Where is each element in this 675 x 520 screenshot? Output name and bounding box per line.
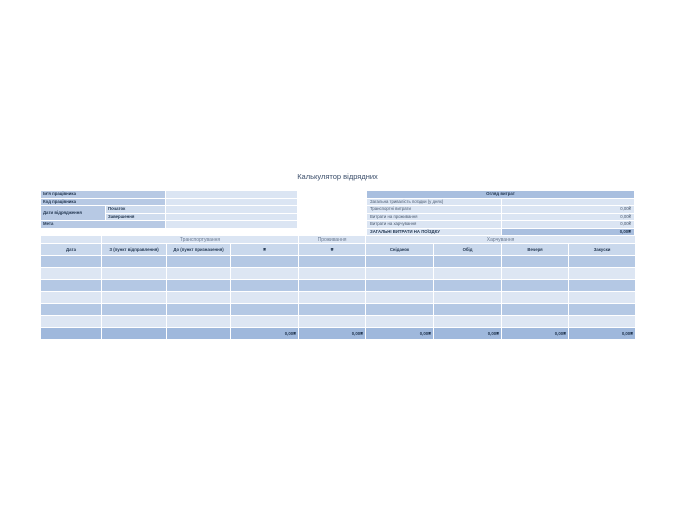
purpose-label: Мета: [41, 221, 166, 229]
group-transport-header: Транспортування: [102, 236, 299, 244]
expense-grid: [40, 235, 636, 340]
employee-code-label: Код працівника: [41, 198, 166, 206]
duration-label: Загальна тривалість поїздки (у днях): [367, 198, 502, 206]
start-date-label: Початок: [106, 206, 166, 214]
end-date-label: Завершення: [106, 213, 166, 221]
total-dinner: 0,00₴: [502, 328, 569, 340]
departure-dates-label: Дати відрядження: [41, 206, 106, 221]
col-from: З (пункт відправлення): [102, 244, 167, 256]
duration-value: [502, 198, 635, 206]
table-row: [41, 292, 636, 304]
lodging-cost-label: Витрати на проживання: [367, 213, 502, 221]
col-snacks: Закуски: [569, 244, 636, 256]
table-row: [41, 280, 636, 292]
total-snacks: 0,00₴: [569, 328, 636, 340]
col-transport-amount: ₴: [231, 244, 299, 256]
employee-info-table: [40, 190, 298, 229]
employee-name-label: Ім'я працівника: [41, 191, 166, 199]
col-lodging-amount: ₴: [299, 244, 366, 256]
total-breakfast: 0,00₴: [366, 328, 434, 340]
table-row: [41, 256, 636, 268]
group-meals-header: Харчування: [366, 236, 636, 244]
purpose-field[interactable]: [166, 221, 298, 229]
col-breakfast: Сніданок: [366, 244, 434, 256]
end-date-field[interactable]: [166, 213, 298, 221]
expense-summary-table: [366, 190, 635, 237]
meals-cost-value: 0,00₴: [502, 221, 635, 229]
col-dinner: Вечеря: [502, 244, 569, 256]
total-lodging: 0,00₴: [299, 328, 366, 340]
table-row: [41, 304, 636, 316]
employee-name-field[interactable]: [166, 191, 298, 199]
total-cost-label: ЗАГАЛЬНІ ВИТРАТИ НА ПОЇЗДКУ: [367, 228, 502, 236]
group-lodging-header: Проживання: [299, 236, 366, 244]
page-title: Калькулятор відрядних: [297, 172, 378, 181]
col-date: Дата: [41, 244, 102, 256]
summary-header: Огляд витрат: [367, 191, 635, 199]
totals-row: [41, 328, 636, 340]
total-transport: 0,00₴: [231, 328, 299, 340]
table-row: [41, 316, 636, 328]
lodging-cost-value: 0,00₴: [502, 213, 635, 221]
col-lunch: Обід: [434, 244, 502, 256]
col-to: До (пункт призначення): [167, 244, 231, 256]
employee-code-field[interactable]: [166, 198, 298, 206]
meals-cost-label: Витрати на харчування: [367, 221, 502, 229]
table-row: [41, 268, 636, 280]
total-cost-value: 0,00₴: [502, 228, 635, 236]
total-lunch: 0,00₴: [434, 328, 502, 340]
start-date-field[interactable]: [166, 206, 298, 214]
transport-cost-value: 0,00₴: [502, 206, 635, 214]
transport-cost-label: Транспортні витрати: [367, 206, 502, 214]
